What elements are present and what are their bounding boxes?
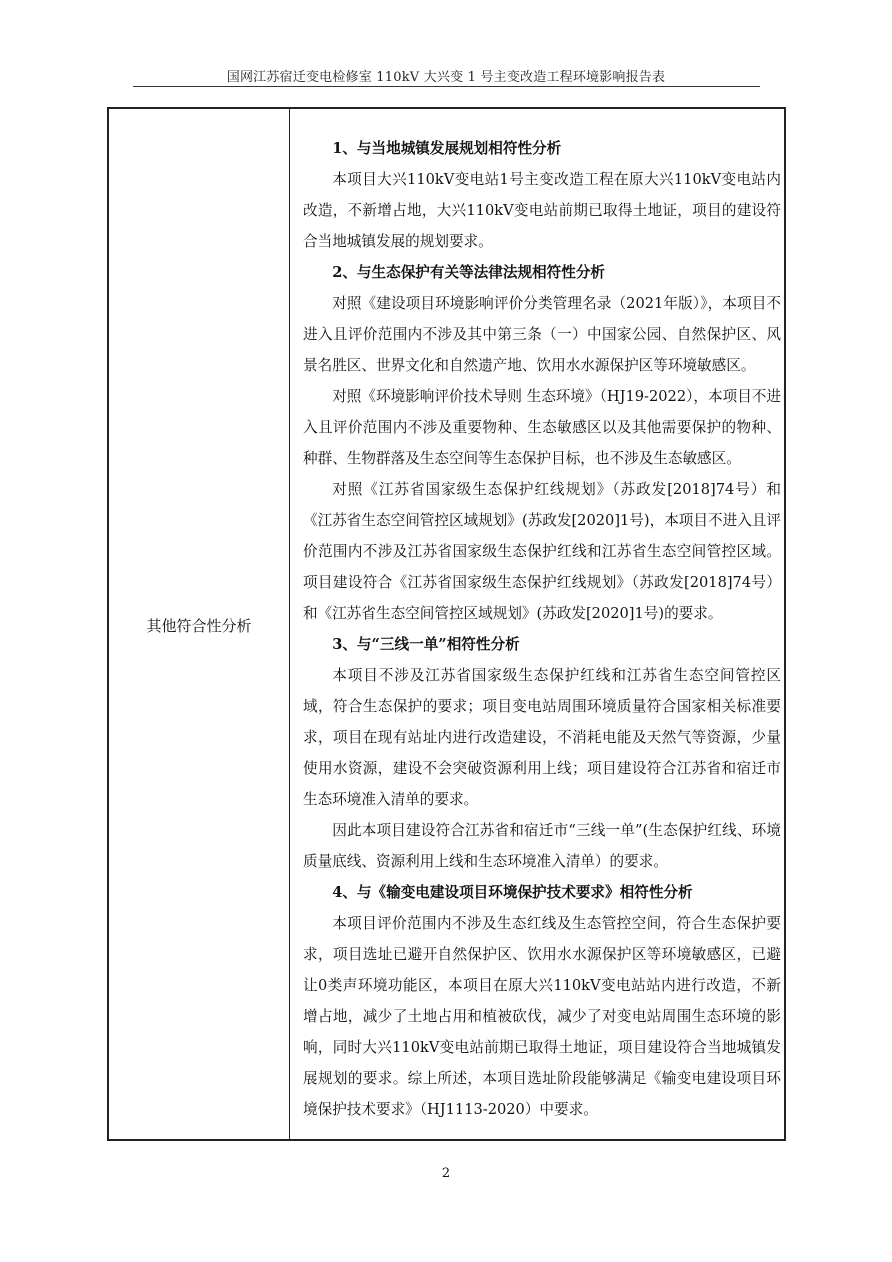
body-paragraph: 对照《环境影响评价技术导则 生态环境》（HJ19-2022），本项目不进入且评价范围内不涉及重要物种、生态敏感区以及其他需要保护的物种、种群、生物群落及生态空间等生态保护目标，也不涉及生态敏感区。	[303, 388, 781, 467]
content-table	[107, 107, 786, 1141]
column-divider	[289, 109, 290, 1139]
body-paragraph: 本项目不涉及江苏省国家级生态保护红线和江苏省生态空间管控区域，符合生态保护的要求；项目变电站周围环境质量符合国家相关标准要求，项目在现有站址内进行改造建设，不消耗电能及天然气等资源，少量使用水资源，建设不会突破资源利用上线；项目建设符合江苏省和宿迁市生态环境准入清单的要求。	[303, 667, 781, 808]
section-heading: 1、与当地城镇发展规划相符性分析	[332, 140, 562, 157]
section-heading: 4、与《输变电建设项目环境保护技术要求》相符性分析	[332, 884, 693, 901]
document-header: 国网江苏宿迁变电检修室 110kV 大兴变 1 号主变改造工程环境影响报告表	[226, 70, 666, 85]
body-paragraph: 本项目大兴110kV变电站1号主变改造工程在原大兴110kV变电站内改造，不新增占地，大兴110kV变电站前期已取得土地证，项目的建设符合当地城镇发展的规划要求。	[303, 171, 781, 250]
table-content	[303, 133, 781, 1125]
header-rule	[133, 86, 760, 87]
body-paragraph: 因此本项目建设符合江苏省和宿迁市“三线一单”(生态保护红线、环境质量底线、资源利用上线和生态环境准入清单）的要求。	[303, 822, 781, 870]
section-heading: 2、与生态保护有关等法律法规相符性分析	[332, 264, 606, 281]
page-number: 2	[441, 1166, 451, 1181]
body-paragraph: 对照《江苏省国家级生态保护红线规划》（苏政发[2018]74号）和《江苏省生态空间管控区域规划》(苏政发[2020]1号)，本项目不进入且评价范围内不涉及江苏省国家级生态保护红线和江苏省生态空间管控区域。项目建设符合《江苏省国家级生态保护红线规划》（苏政发[2018]74号）和《江苏省生态空间管控区域规划》(苏政发[2020]1号)的要求。	[303, 481, 781, 622]
body-paragraph: 本项目评价范围内不涉及生态红线及生态管控空间，符合生态保护要求，项目选址已避开自然保护区、饮用水水源保护区等环境敏感区，已避让0类声环境功能区，本项目在原大兴110kV变电站站内进行改造，不新增占地，减少了土地占用和植被砍伐，减少了对变电站周围生态环境的影响，同时大兴110kV变电站前期已取得土地证，项目建设符合当地城镇发展规划的要求。综上所述，本项目选址阶段能够满足《输变电建设项目环境保护技术要求》（HJ1113-2020）中要求。	[303, 915, 781, 1118]
row-label: 其他符合性分析	[146, 617, 252, 635]
body-paragraph: 对照《建设项目环境影响评价分类管理名录（2021年版）》，本项目不进入且评价范围内不涉及其中第三条（一）中国家公园、自然保护区、风景名胜区、世界文化和自然遗产地、饮用水水源保护区等环境敏感区。	[303, 295, 781, 374]
section-heading: 3、与“三线一单”相符性分析	[332, 636, 520, 653]
